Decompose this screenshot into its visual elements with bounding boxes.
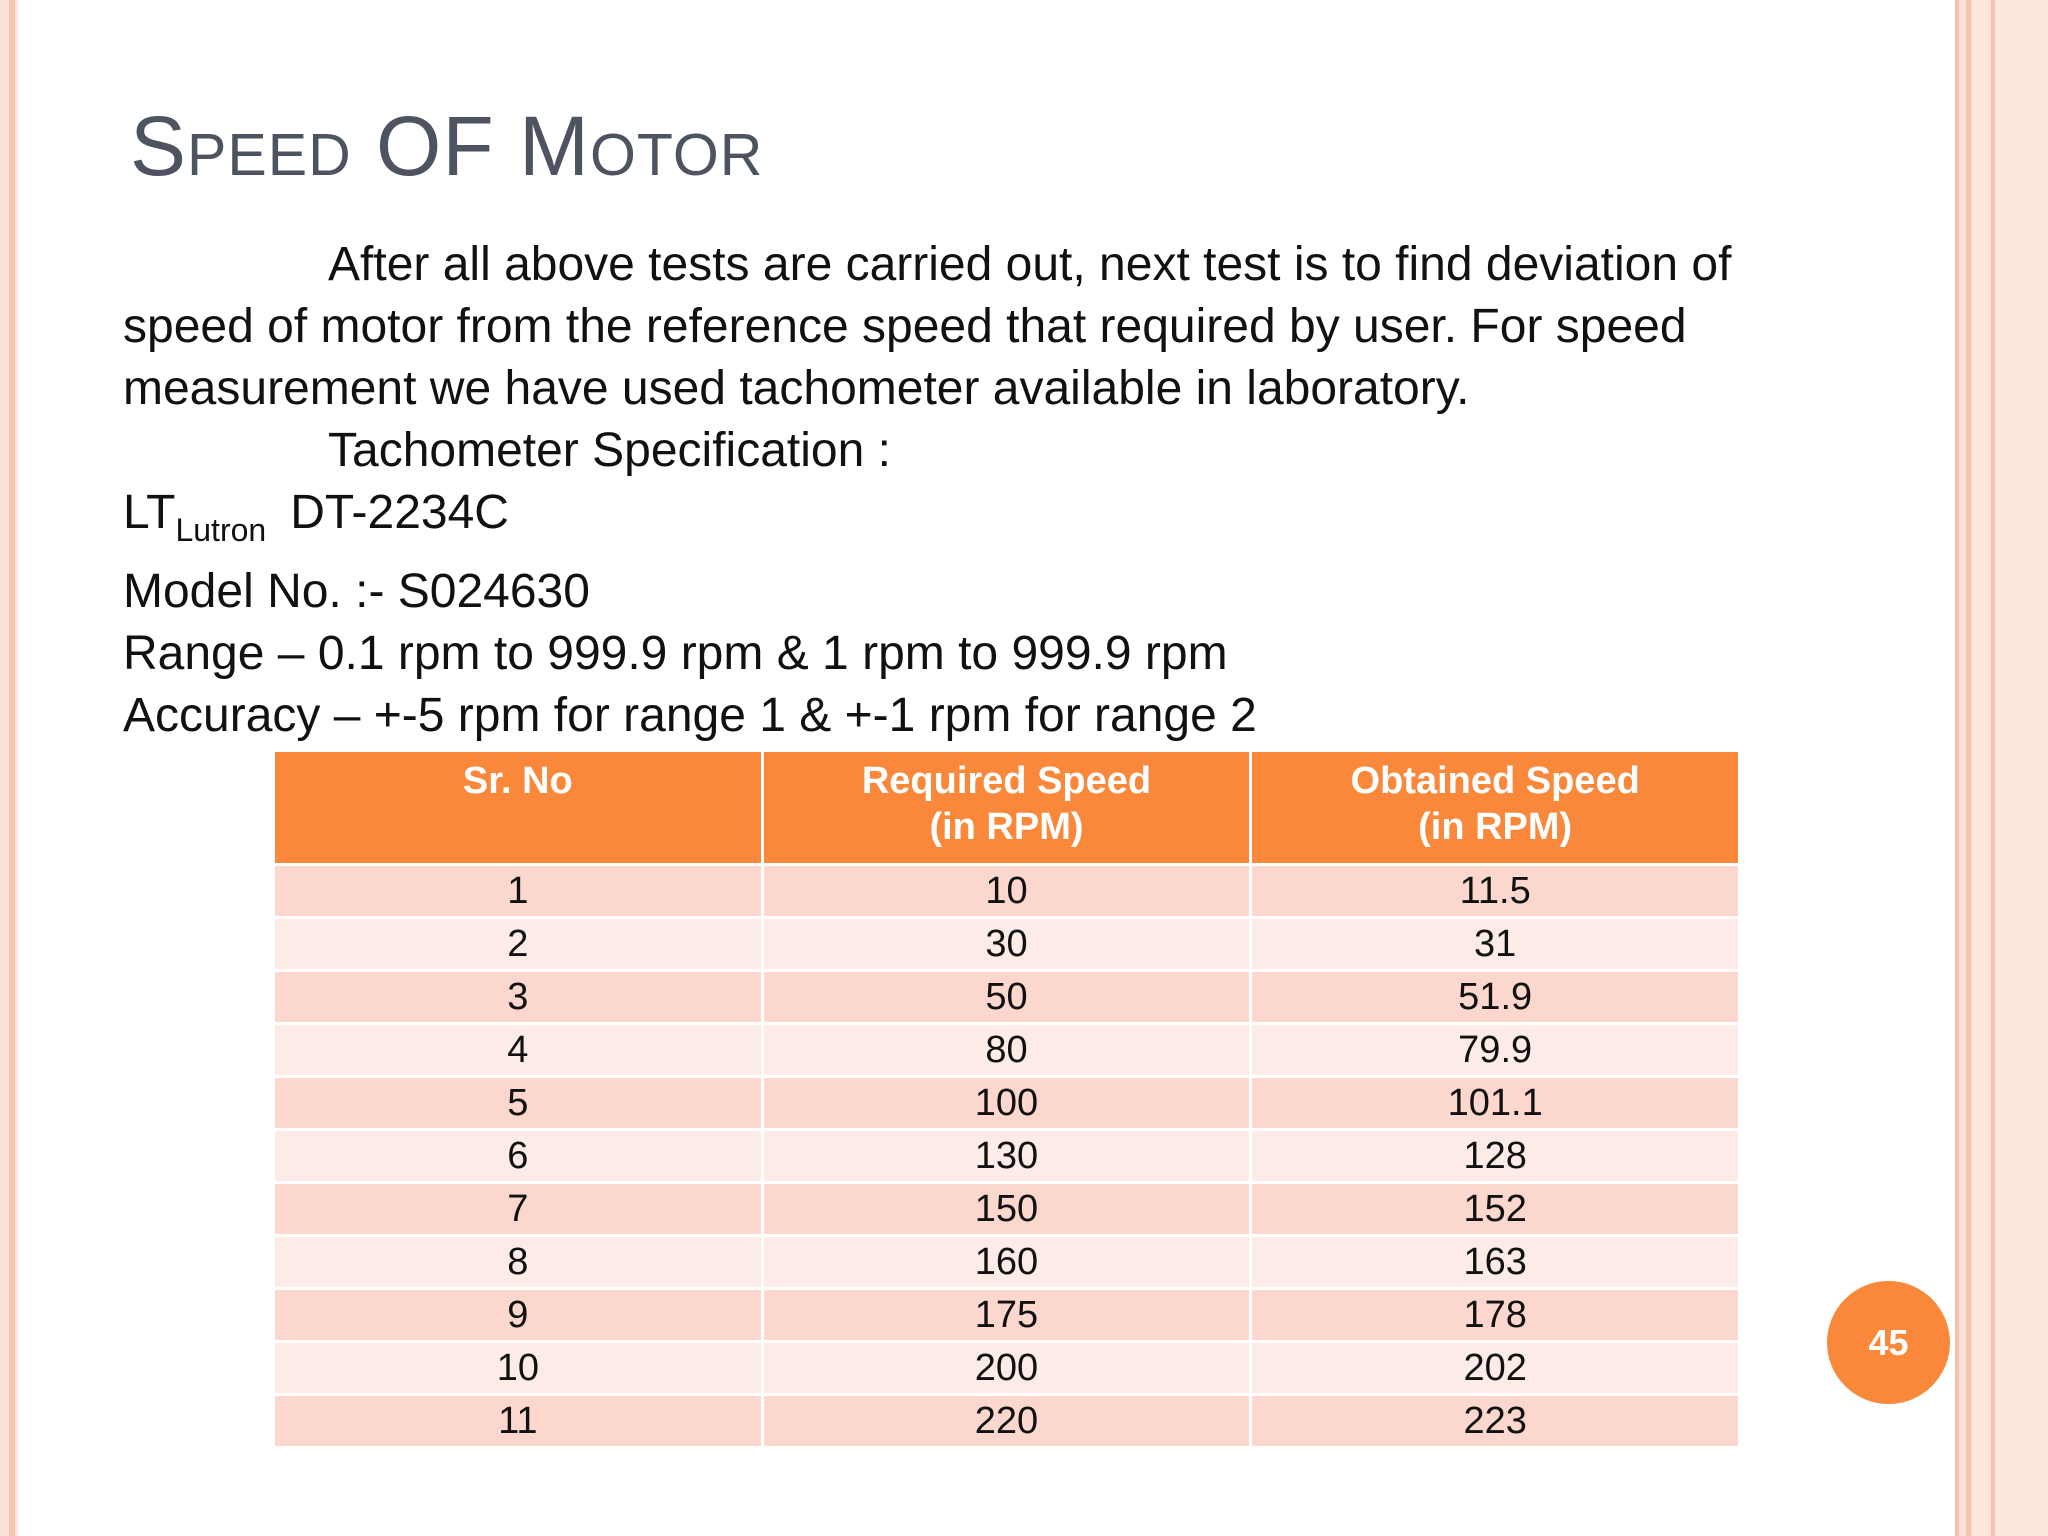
cell-obtained-speed: 51.9 (1251, 971, 1740, 1024)
cell-obtained-speed: 152 (1251, 1183, 1740, 1236)
brand-sub: Lutron (175, 512, 267, 548)
intro-line-2: speed of motor from the reference speed that required by user. For speed (123, 300, 1687, 353)
cell-required-speed: 100 (762, 1077, 1251, 1130)
cell-required-speed: 160 (762, 1236, 1251, 1289)
left-border-stripe (15, 0, 18, 1536)
intro-line-3: measurement we have used tachometer available in laboratory. (123, 362, 1470, 415)
cell-obtained-speed: 11.5 (1251, 865, 1740, 918)
spec-model-no: Model No. :- S024630 (123, 565, 590, 618)
spec-brand-line (123, 482, 1843, 561)
cell-required-speed: 80 (762, 1024, 1251, 1077)
slide-body (123, 234, 1843, 747)
table-row (274, 1342, 1740, 1395)
cell-sr-no: 10 (274, 1342, 763, 1395)
cell-obtained-speed: 223 (1251, 1395, 1740, 1448)
table-row (274, 1183, 1740, 1236)
right-border-stripe (1995, 0, 2048, 1536)
slide-title: Speed OF Motor (130, 99, 764, 193)
table-row (274, 1395, 1740, 1448)
cell-required-speed: 50 (762, 971, 1251, 1024)
header-required-speed: Required Speed (in RPM) (762, 751, 1251, 865)
spec-accuracy: Accuracy – +-5 rpm for range 1 & +-1 rpm for range 2 (123, 689, 1257, 742)
cell-sr-no: 11 (274, 1395, 763, 1448)
table-row (274, 865, 1740, 918)
cell-required-speed: 150 (762, 1183, 1251, 1236)
table-row (274, 971, 1740, 1024)
spec-range: Range – 0.1 rpm to 999.9 rpm & 1 rpm to 999.9 rpm (123, 627, 1228, 680)
model-code: DT-2234C (290, 486, 509, 539)
table-row (274, 1130, 1740, 1183)
cell-obtained-speed: 178 (1251, 1289, 1740, 1342)
cell-obtained-speed: 128 (1251, 1130, 1740, 1183)
table-row (274, 1024, 1740, 1077)
cell-sr-no: 5 (274, 1077, 763, 1130)
right-border-stripe (1971, 0, 1991, 1536)
table-header-row (274, 751, 1740, 865)
right-border-stripe (1959, 0, 1966, 1536)
cell-sr-no: 6 (274, 1130, 763, 1183)
cell-required-speed: 130 (762, 1130, 1251, 1183)
header-sr-no: Sr. No (274, 751, 763, 865)
cell-sr-no: 1 (274, 865, 763, 918)
cell-sr-no: 9 (274, 1289, 763, 1342)
cell-obtained-speed: 163 (1251, 1236, 1740, 1289)
intro-line-1: After all above tests are carried out, next test is to find deviation of (328, 238, 1732, 291)
cell-obtained-speed: 79.9 (1251, 1024, 1740, 1077)
cell-sr-no: 4 (274, 1024, 763, 1077)
spec-heading: Tachometer Specification : (328, 424, 891, 477)
table-row (274, 1236, 1740, 1289)
cell-required-speed: 220 (762, 1395, 1251, 1448)
cell-required-speed: 175 (762, 1289, 1251, 1342)
cell-sr-no: 3 (274, 971, 763, 1024)
cell-required-speed: 10 (762, 865, 1251, 918)
cell-obtained-speed: 101.1 (1251, 1077, 1740, 1130)
speed-table (272, 749, 1741, 1449)
cell-sr-no: 7 (274, 1183, 763, 1236)
cell-required-speed: 30 (762, 918, 1251, 971)
cell-required-speed: 200 (762, 1342, 1251, 1395)
cell-obtained-speed: 31 (1251, 918, 1740, 971)
left-border-stripe (0, 0, 9, 1536)
cell-sr-no: 8 (274, 1236, 763, 1289)
brand-main: LT (123, 486, 176, 539)
page-number-badge: 45 (1827, 1281, 1950, 1404)
cell-obtained-speed: 202 (1251, 1342, 1740, 1395)
cell-sr-no: 2 (274, 918, 763, 971)
table-row (274, 918, 1740, 971)
table-row (274, 1077, 1740, 1130)
table-row (274, 1289, 1740, 1342)
header-obtained-speed: Obtained Speed (in RPM) (1251, 751, 1740, 865)
